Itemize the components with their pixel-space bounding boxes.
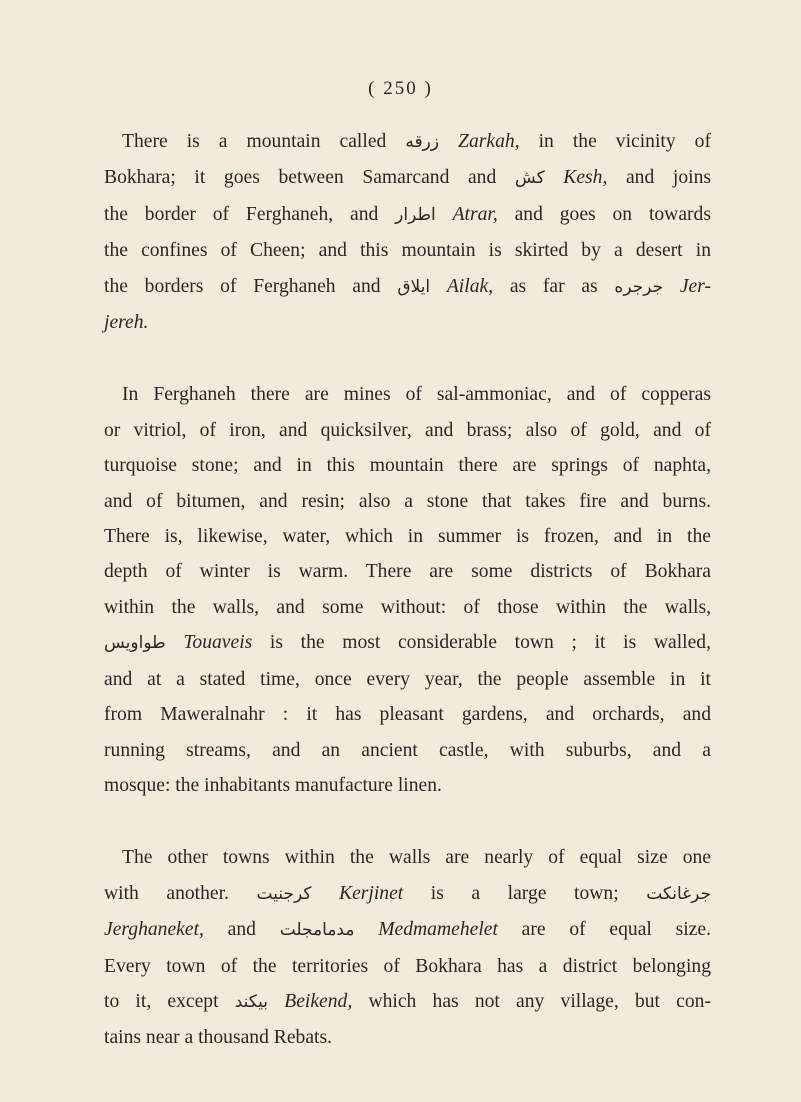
- text-run: the confines of Cheen; and this mountain is skirted by a desert in: [104, 240, 711, 262]
- arabic-name: بيكند: [234, 991, 269, 1012]
- text-run: [166, 632, 184, 653]
- page-number: ( 250 ): [368, 78, 433, 99]
- transliterated-name: Ailak,: [446, 275, 494, 297]
- text-line: [104, 448, 711, 483]
- text-line: [104, 413, 711, 448]
- text-line: [104, 733, 711, 768]
- text-line: [104, 662, 711, 697]
- text-line: [104, 305, 711, 340]
- transliterated-name: Kesh,: [563, 167, 608, 189]
- text-line: [104, 912, 711, 948]
- text-run: from Maweralnahr : it has pleasant gardens, and orchards, and: [104, 704, 711, 726]
- text-line: [104, 233, 711, 268]
- text-run: [439, 131, 458, 152]
- paragraph-gap: [104, 803, 711, 840]
- text-run: mosque: the inhabitants manufacture linen.: [104, 774, 442, 796]
- arabic-name: طواويس: [104, 633, 166, 654]
- text-run: and at a stated time, once every year, the people assemble in it: [104, 668, 711, 690]
- text-line: [104, 124, 711, 160]
- text-line: [104, 484, 711, 519]
- arabic-name: جرغانكت: [646, 883, 711, 904]
- text-run: within the walls, and some without: of those within the walls,: [104, 596, 711, 618]
- text-line: [104, 984, 711, 1020]
- transliterated-name: Kerjinet: [339, 882, 404, 904]
- text-run: are of equal size.: [497, 919, 711, 941]
- transliterated-name: Zarkah,: [458, 131, 520, 152]
- text-run: Every town of the territories of Bokhara has a district belonging: [104, 955, 711, 977]
- text-run: [436, 204, 453, 225]
- text-run: and joins: [607, 167, 711, 189]
- text-line: [104, 519, 711, 554]
- text-run: is the most considerable town ; it is walled,: [252, 632, 711, 654]
- text-run: which has not any village, but con-: [352, 990, 711, 1012]
- arabic-name: جرجره: [614, 276, 664, 297]
- text-line: [104, 554, 711, 589]
- text-line: [104, 768, 711, 803]
- body-text: [104, 124, 711, 1056]
- transliterated-name: jereh.: [104, 312, 149, 334]
- text-line: [104, 197, 711, 233]
- paragraph-gap: [104, 340, 711, 377]
- text-run: There is, likewise, water, which in summer is frozen, and in the: [104, 526, 711, 548]
- text-run: in the vicinity of: [519, 131, 711, 152]
- text-run: Bokhara; it goes between Samarcand and: [104, 167, 515, 189]
- transliterated-name: Jer-: [679, 275, 711, 297]
- text-run: or vitriol, of iron, and quicksilver, and brass; also of gold, and of: [104, 419, 711, 441]
- arabic-name: كش: [514, 168, 545, 189]
- text-run: There is a mountain called: [122, 131, 406, 152]
- transliterated-name: Medmamehelet: [378, 919, 498, 941]
- text-run: [663, 276, 680, 297]
- text-run: and goes on towards: [497, 203, 711, 225]
- transliterated-name: Beikend,: [284, 990, 353, 1012]
- text-run: as far as: [493, 275, 615, 297]
- text-run: to it, except: [104, 990, 235, 1012]
- text-run: In Ferghaneh there are mines of sal-ammoniac, and of copperas: [122, 384, 711, 406]
- text-line: [104, 697, 711, 732]
- transliterated-name: Touaveis: [183, 632, 253, 654]
- text-run: [311, 883, 339, 904]
- text-line: [104, 377, 711, 412]
- text-line: [104, 625, 711, 661]
- arabic-name: كرجنيت: [256, 883, 312, 904]
- transliterated-name: Atrar,: [452, 203, 498, 225]
- text-line: [104, 269, 711, 305]
- text-line: [104, 160, 711, 196]
- text-run: turquoise stone; and in this mountain there are springs of naphta,: [104, 455, 711, 477]
- paragraph: [104, 377, 711, 803]
- arabic-name: زرقه: [405, 132, 440, 152]
- arabic-name: مدمامجلت: [279, 920, 355, 941]
- paragraph: [104, 124, 711, 340]
- text-run: with another.: [104, 882, 257, 904]
- text-line: [104, 840, 711, 875]
- paragraph: [104, 840, 711, 1055]
- text-run: [354, 919, 378, 940]
- text-run: depth of winter is warm. There are some districts of Bokhara: [104, 561, 711, 583]
- text-run: The other towns within the walls are nearly of equal size one: [122, 847, 711, 869]
- transliterated-name: Jerghaneket,: [104, 919, 204, 941]
- arabic-name: اطرار: [395, 204, 436, 225]
- text-line: [104, 1020, 711, 1055]
- arabic-name: ايلاق: [397, 276, 431, 297]
- text-line: [104, 876, 711, 912]
- text-run: and of bitumen, and resin; also a stone that takes fire and burns.: [104, 490, 711, 512]
- text-run: [268, 991, 284, 1012]
- text-line: [104, 949, 711, 984]
- text-run: and: [203, 919, 280, 941]
- text-run: is a large town;: [403, 882, 647, 904]
- text-run: the border of Ferghaneh, and: [104, 203, 396, 225]
- text-run: tains near a thousand Rebats.: [104, 1027, 332, 1049]
- text-run: [430, 276, 447, 297]
- text-run: [545, 167, 564, 188]
- text-run: running streams, and an ancient castle, with suburbs, and a: [104, 739, 711, 761]
- text-run: the borders of Ferghaneh and: [104, 275, 398, 297]
- text-line: [104, 590, 711, 625]
